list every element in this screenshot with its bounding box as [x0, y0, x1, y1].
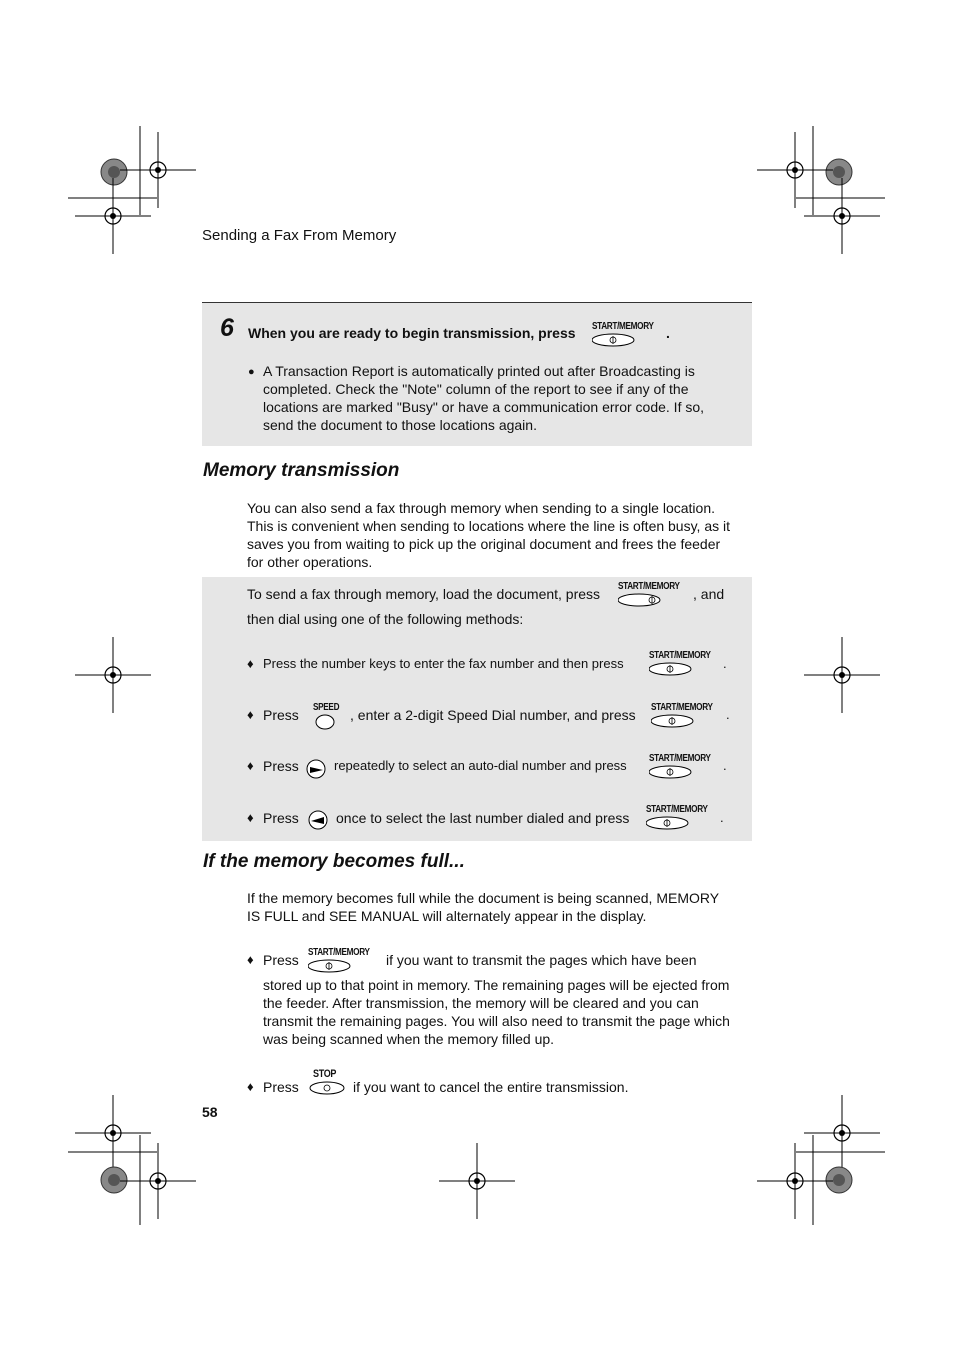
step-6-period: .: [666, 325, 670, 341]
intro-line: for other operations.: [247, 554, 373, 570]
diamond-bullet: ♦: [247, 952, 254, 967]
note-line: A Transaction Report is automatically printed out after Broadcasting is: [263, 363, 695, 379]
start-icon: [649, 661, 695, 677]
b1-line: transmit the remaining pages. You will also need to transmit the page which: [263, 1013, 730, 1029]
diamond-bullet: ♦: [247, 656, 254, 671]
running-header: Sending a Fax From Memory: [202, 227, 397, 244]
page-number: 58: [202, 1104, 218, 1120]
stop-icon: [309, 1080, 349, 1096]
diamond-bullet: ♦: [247, 758, 254, 773]
auto-dial-down-arrow-icon: [305, 758, 327, 780]
key-label: START/MEMORY: [308, 947, 370, 958]
start-memory-key: [649, 753, 724, 785]
b1-line: the feeder. After transmission, the memory will be cleared and you can: [263, 995, 699, 1011]
start-icon: [651, 713, 697, 729]
key-label: START/MEMORY: [646, 804, 708, 815]
intro-line: saves you from waiting to pick up the original document and frees the feeder: [247, 536, 721, 552]
step-number: 6: [220, 314, 234, 342]
key-label: START/MEMORY: [649, 650, 711, 661]
b1-line: stored up to that point in memory. The remaining pages will be ejected from: [263, 977, 730, 993]
memory-full-intro: [247, 889, 747, 925]
method-2-text: , enter a 2-digit Speed Dial number, and press: [350, 707, 636, 723]
key-label: SPEED: [313, 702, 340, 713]
period: .: [726, 707, 730, 722]
redial-up-arrow-icon: [307, 809, 329, 831]
box-line-1: To send a fax through memory, load the document, press: [247, 586, 601, 602]
memory-full-b2-press: Press: [263, 1079, 299, 1095]
transaction-report-note: [263, 362, 743, 434]
method-2-press: Press: [263, 707, 299, 723]
step-6-instruction: When you are ready to begin transmission, press: [248, 325, 576, 341]
start-memory-key: [646, 804, 721, 836]
start-icon: [308, 958, 354, 974]
box-line-2: then dial using one of the following methods:: [247, 611, 524, 627]
period: .: [720, 810, 724, 825]
diamond-bullet: ♦: [247, 707, 254, 722]
memory-full-b1-text: if you want to transmit the pages which have been: [386, 952, 697, 968]
start-memory-key: [618, 581, 693, 613]
section-heading-memory-full: If the memory becomes full...: [203, 851, 465, 872]
diamond-bullet: ♦: [247, 810, 254, 825]
memory-full-b2-text: if you want to cancel the entire transmission.: [353, 1079, 629, 1095]
period: .: [723, 656, 727, 671]
intro-line: If the memory becomes full while the document is being scanned, MEMORY: [247, 890, 720, 906]
period: .: [723, 758, 727, 773]
intro-line: This is convenient when sending to locations where the line is often busy, as it: [247, 518, 731, 534]
start-icon: [592, 332, 638, 348]
section-heading-memory-transmission: Memory transmission: [203, 460, 400, 481]
start-memory-key: [308, 947, 383, 979]
intro-line: You can also send a fax through memory when sending to a single location.: [247, 500, 716, 516]
memory-full-b1-press: Press: [263, 952, 299, 968]
start-memory-key: [592, 321, 667, 353]
key-label: STOP: [313, 1068, 337, 1080]
start-memory-key: [649, 650, 724, 682]
start-icon: [646, 815, 692, 831]
note-line: locations are marked "Busy" or have a communication error code. If so,: [263, 399, 705, 415]
key-label: START/MEMORY: [651, 702, 713, 713]
speed-key: [313, 702, 345, 736]
key-label: START/MEMORY: [649, 753, 711, 764]
key-label: START/MEMORY: [592, 321, 654, 332]
bullet-dot: ●: [248, 366, 255, 378]
method-3-text: repeatedly to select an auto-dial number and press: [334, 758, 627, 773]
speed-dial-icon: [313, 713, 339, 731]
box-line-1-end: , and: [693, 586, 725, 602]
method-4-press: Press: [263, 810, 299, 826]
start-icon: [649, 764, 695, 780]
stop-key: [309, 1069, 349, 1101]
method-1-text: Press the number keys to enter the fax number and then press: [263, 656, 624, 671]
memory-full-b1-continued: [263, 976, 753, 1048]
start-memory-key: [651, 702, 726, 734]
b1-line: was being scanned when the memory filled up.: [263, 1031, 555, 1047]
note-line: completed. Check the "Note" column of the report to see if any of the: [263, 381, 689, 397]
memory-transmission-intro: [247, 499, 747, 571]
start-icon: [618, 592, 664, 608]
method-3-press: Press: [263, 758, 299, 774]
note-line: send the document to those locations again.: [263, 417, 537, 433]
method-4-text: once to select the last number dialed and press: [336, 810, 630, 826]
intro-line: IS FULL and SEE MANUAL will alternately appear in the display.: [247, 908, 647, 924]
diamond-bullet: ♦: [247, 1079, 254, 1094]
key-label: START/MEMORY: [618, 581, 680, 592]
